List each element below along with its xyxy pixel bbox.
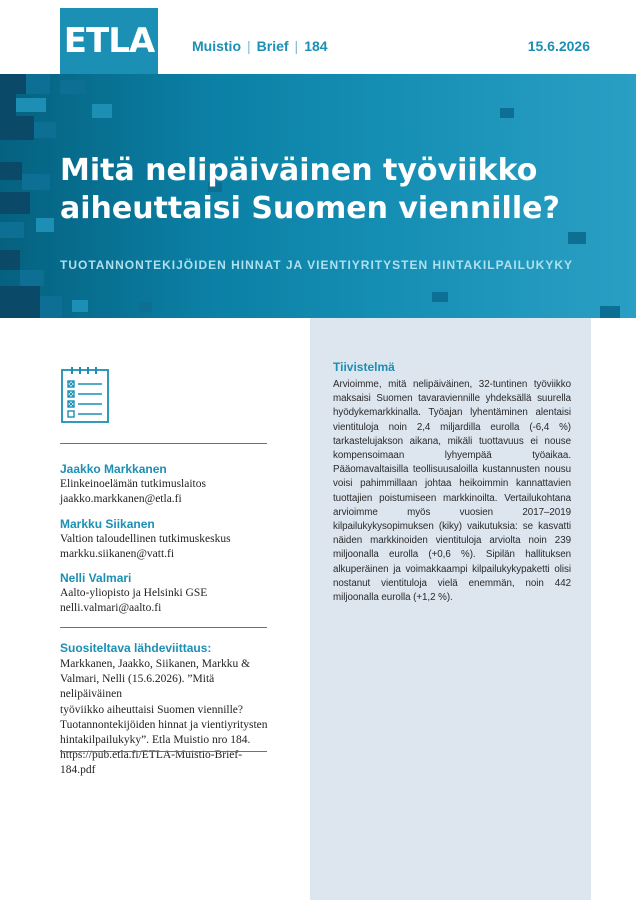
author-affiliation: Aalto-yliopisto ja Helsinki GSE (60, 587, 208, 599)
author-block (60, 461, 280, 507)
author-email[interactable]: jaakko.markkanen@etla.fi (60, 493, 182, 505)
divider (60, 443, 267, 444)
etla-logo (60, 8, 158, 74)
author-email[interactable]: markku.siikanen@vatt.fi (60, 548, 175, 560)
citation-line: Markkanen, Jaakko, Siikanen, Markku & (60, 658, 251, 670)
citation-text (60, 657, 275, 779)
citation-url[interactable]: https://pub.etla.fi/ETLA-Muistio-Brief-184.pdf (60, 749, 243, 777)
series-divider: | (247, 38, 251, 54)
page-subtitle: TUOTANNONTEKIJÖIDEN HINNAT JA VIENTIYRITYSTEN HINTAKILPAILUKYKY (60, 258, 574, 272)
author-name: Nelli Valmari (60, 571, 132, 585)
title-line-1: Mitä nelipäiväinen työviikko (60, 153, 538, 188)
author-name: Jaakko Markkanen (60, 462, 167, 476)
author-affiliation: Elinkeinoelämän tutkimuslaitos (60, 478, 206, 490)
citation-line: työviikko aiheuttaisi Suomen viennille? (60, 703, 244, 716)
author-affiliation: Valtion taloudellinen tutkimuskeskus (60, 533, 231, 545)
series-divider: | (294, 38, 299, 54)
series-type: Muistio (192, 38, 241, 54)
citation-line: hintakilpailukyky”. Etla Muistio nro 184. (60, 734, 251, 747)
citation-heading: Suositeltava lähdeviittaus: (60, 641, 212, 655)
publication-date: 15.6.2026 (527, 38, 590, 54)
summary-text: Arvioimme, mitä nelipäiväinen, 32-tuntinen työviikko maksaisi Suomen tavaraviennille yhdeksällä suurella hyödykemarkkinalla. Työajan lyhentäminen alentaisi vientituloja noin 2,4 miljardilla eurolla (-6,4 %) tarkastelujakson aikana, mikäli tuottavuus ei nouse kompensoimaan lyhyempää työaikaa. Pääomavaltaisilla teollisuusaloilla kustannusten nousu voisi pahimmillaan johtaa heikoimmin kannattavien tuottajien poistumiseen markkinoilta. Vertailukohtana arvioimme myös vuosien 2017–2019 kilpailukykysopimuksen (kiky) vaikutuksia: se kasvatti näiden markkinoiden vientituloja arviolta noin 239 miljoonalla eurolla (+0,6 %). Sipilän hallituksen alkuperäinen ja voimakkaampi kilpailukykypaketti olisi nostanut vientituloja vielä enemmän, noin 442 miljoonalla eurolla (+1,2 %). (333, 379, 571, 604)
citation-line: Valmari, Nelli (15.6.2026). ”Mitä nelipäiväinen (60, 673, 215, 701)
author-email[interactable]: nelli.valmari@aalto.fi (60, 602, 162, 614)
citation-line: Tuotannontekijöiden hinnat ja vientiyritysten (60, 718, 268, 731)
clipboard-checklist-icon (60, 366, 110, 424)
hero-banner (0, 74, 636, 318)
summary-heading: Tiivistelmä (333, 360, 395, 374)
author-block (60, 570, 280, 616)
header-bar (0, 0, 636, 74)
divider (60, 627, 267, 628)
title-line-2: aiheuttaisi Suomen viennille? (60, 191, 560, 226)
page-title (60, 152, 600, 228)
series-label (192, 38, 328, 54)
author-block (60, 516, 280, 562)
logo-text: ETLA (63, 21, 155, 61)
summary-panel (310, 318, 591, 900)
series-number: 184 (304, 38, 328, 54)
divider (60, 751, 267, 752)
citation-block (60, 640, 275, 779)
series-type-en: Brief (256, 38, 289, 54)
author-name: Markku Siikanen (60, 517, 155, 531)
